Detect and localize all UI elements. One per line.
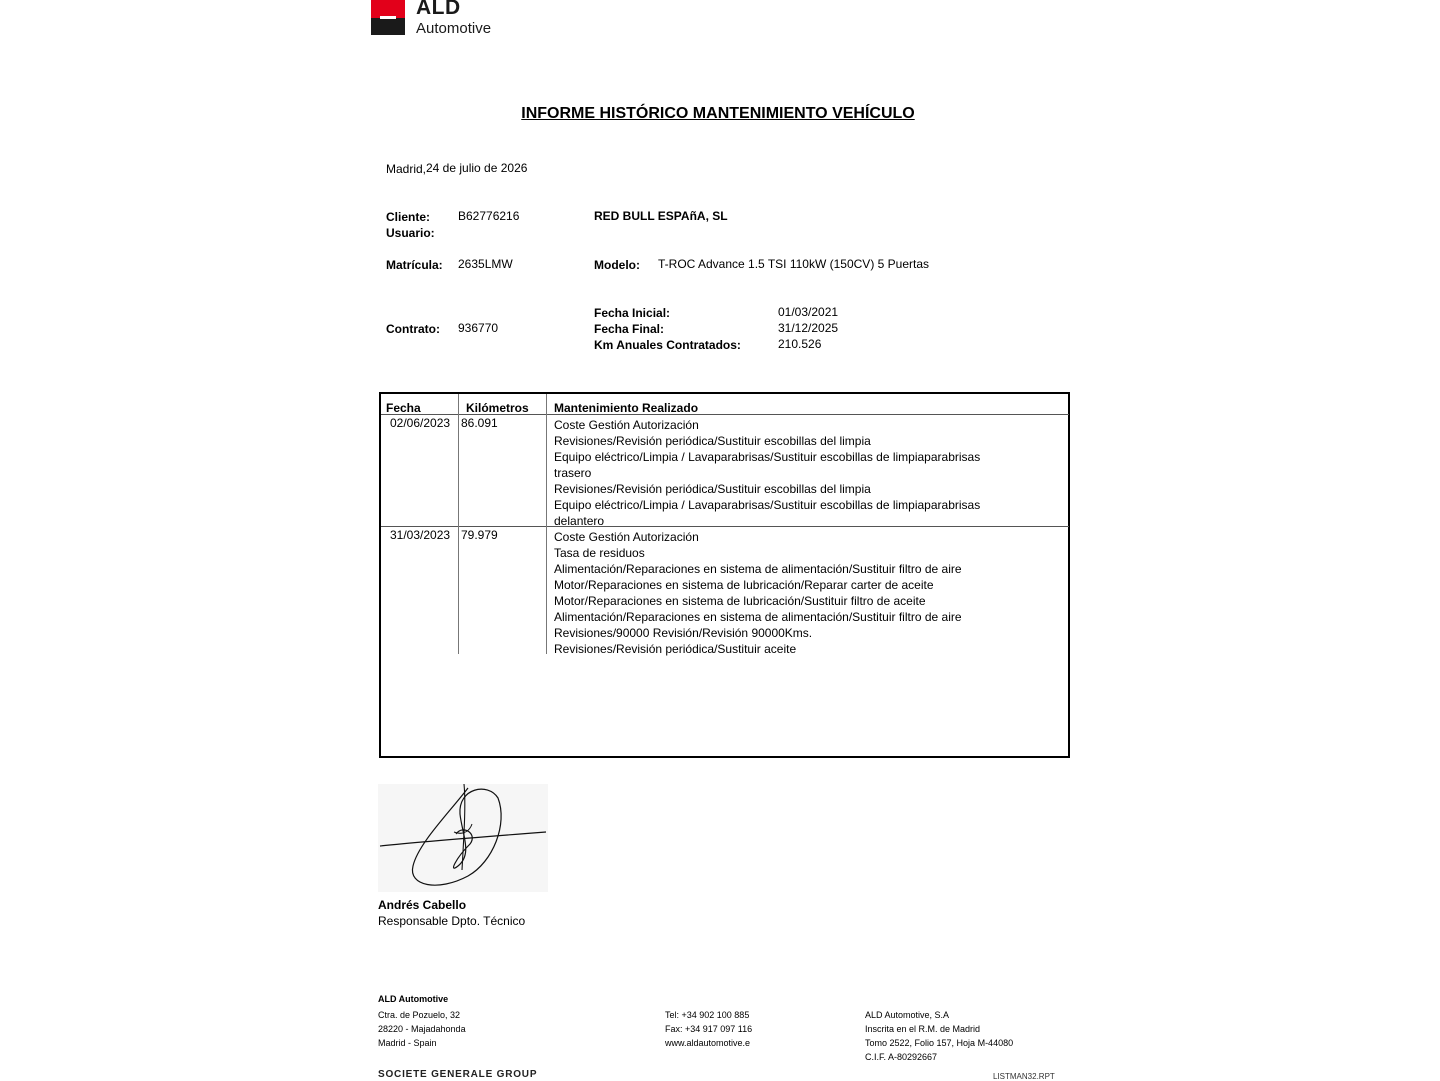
brand-name: ALD [416,0,461,19]
table-item: Alimentación/Reparaciones en sistema de alimentación/Sustituir filtro de aire [554,610,962,624]
date-city: Madrid, [386,162,427,176]
user-label: Usuario: [386,226,435,240]
page-title-text: INFORME HISTÓRICO MANTENIMIENTO VEHÍCULO [521,105,915,122]
header-fecha: Fecha [386,401,421,415]
km-value: 210.526 [778,337,822,351]
table-item: Alimentación/Reparaciones en sistema de alimentación/Sustituir filtro de aire [554,562,962,576]
footer-contact-line: www.aldautomotive.e [665,1038,751,1048]
plate-label: Matrícula: [386,258,443,272]
table-item: Revisiones/Revisión periódica/Sustituir aceite [554,642,797,656]
footer-contact-line: Tel: +34 902 100 885 [665,1010,750,1020]
report-code: LISTMAN32.RPT [993,1072,1055,1081]
footer-company: ALD Automotive [378,994,449,1004]
footer-group: SOCIETE GENERALE GROUP [378,1069,538,1080]
table-col-divider-1 [458,394,459,654]
km-label: Km Anuales Contratados: [594,338,741,352]
client-name: RED BULL ESPAñA, SL [594,209,728,223]
footer-address-line: 28220 - Majadahonda [378,1024,466,1034]
contract-label: Contrato: [386,322,440,336]
model-value: T-ROC Advance 1.5 TSI 110kW (150CV) 5 Puertas [658,257,930,271]
footer-address-line: Ctra. de Pozuelo, 32 [378,1010,461,1020]
footer-legal-line: Tomo 2522, Folio 157, Hoja M-44080 [865,1038,1014,1048]
start-value: 01/03/2021 [778,305,839,319]
header-maintenance: Mantenimiento Realizado [554,401,699,415]
footer-legal-line: ALD Automotive, S.A [865,1010,950,1020]
table-item: Revisiones/Revisión periódica/Sustituir escobillas del limpia [554,482,871,496]
model-label: Modelo: [594,258,640,272]
footer-legal-line: C.I.F. A-80292667 [865,1052,938,1062]
report-date: 24 de julio de 2026 [426,161,528,175]
table-item: Coste Gestión Autorización [554,418,699,432]
logo-black-block [371,18,405,35]
header-km: Kilómetros [466,401,529,415]
row1-km: 86.091 [461,416,498,430]
row2-km: 79.979 [461,528,498,542]
signatory-name: Andrés Cabello [378,898,467,912]
table-item: delantero [554,514,605,528]
footer-legal [865,1008,1013,1064]
start-label: Fecha Inicial: [594,306,671,320]
table-item: Motor/Reparaciones en sistema de lubricación/Reparar carter de aceite [554,578,934,592]
table-item: Revisiones/90000 Revisión/Revisión 90000Kms. [554,626,813,640]
footer-address [378,1008,466,1050]
brand-sub: Automotive [416,20,492,37]
table-item: Motor/Reparaciones en sistema de lubricación/Sustituir filtro de aceite [554,594,926,608]
plate-value: 2635LMW [458,257,513,271]
table-item: trasero [554,466,592,480]
footer-address-line: Madrid - Spain [378,1038,437,1048]
row2-items [554,529,962,657]
table-item: Coste Gestión Autorización [554,530,699,544]
client-id: B62776216 [458,209,520,223]
footer-contact [665,1008,752,1050]
signatory-role: Responsable Dpto. Técnico [378,914,526,928]
table-item: Equipo eléctrico/Limpia / Lavaparabrisas/Sustituir escobillas de limpiaparabrisas [554,498,981,512]
table-item: Tasa de residuos [554,546,645,560]
row2-date: 31/03/2023 [390,528,451,542]
end-label: Fecha Final: [594,322,665,336]
footer-contact-line: Fax: +34 917 097 116 [665,1024,753,1034]
row1-date: 02/06/2023 [390,416,451,430]
table-item: Equipo eléctrico/Limpia / Lavaparabrisas/Sustituir escobillas de limpiaparabrisas [554,450,981,464]
table-item: Revisiones/Revisión periódica/Sustituir escobillas del limpia [554,434,871,448]
client-label: Cliente: [386,210,431,224]
logo-white-bar [380,16,396,19]
page-title [0,105,1436,123]
end-value: 31/12/2025 [778,321,839,335]
footer-legal-line: Inscrita en el R.M. de Madrid [865,1024,981,1034]
table-col-divider-2 [546,394,547,654]
signature-image [378,784,548,892]
row1-items [554,417,980,529]
contract-number: 936770 [458,321,499,335]
